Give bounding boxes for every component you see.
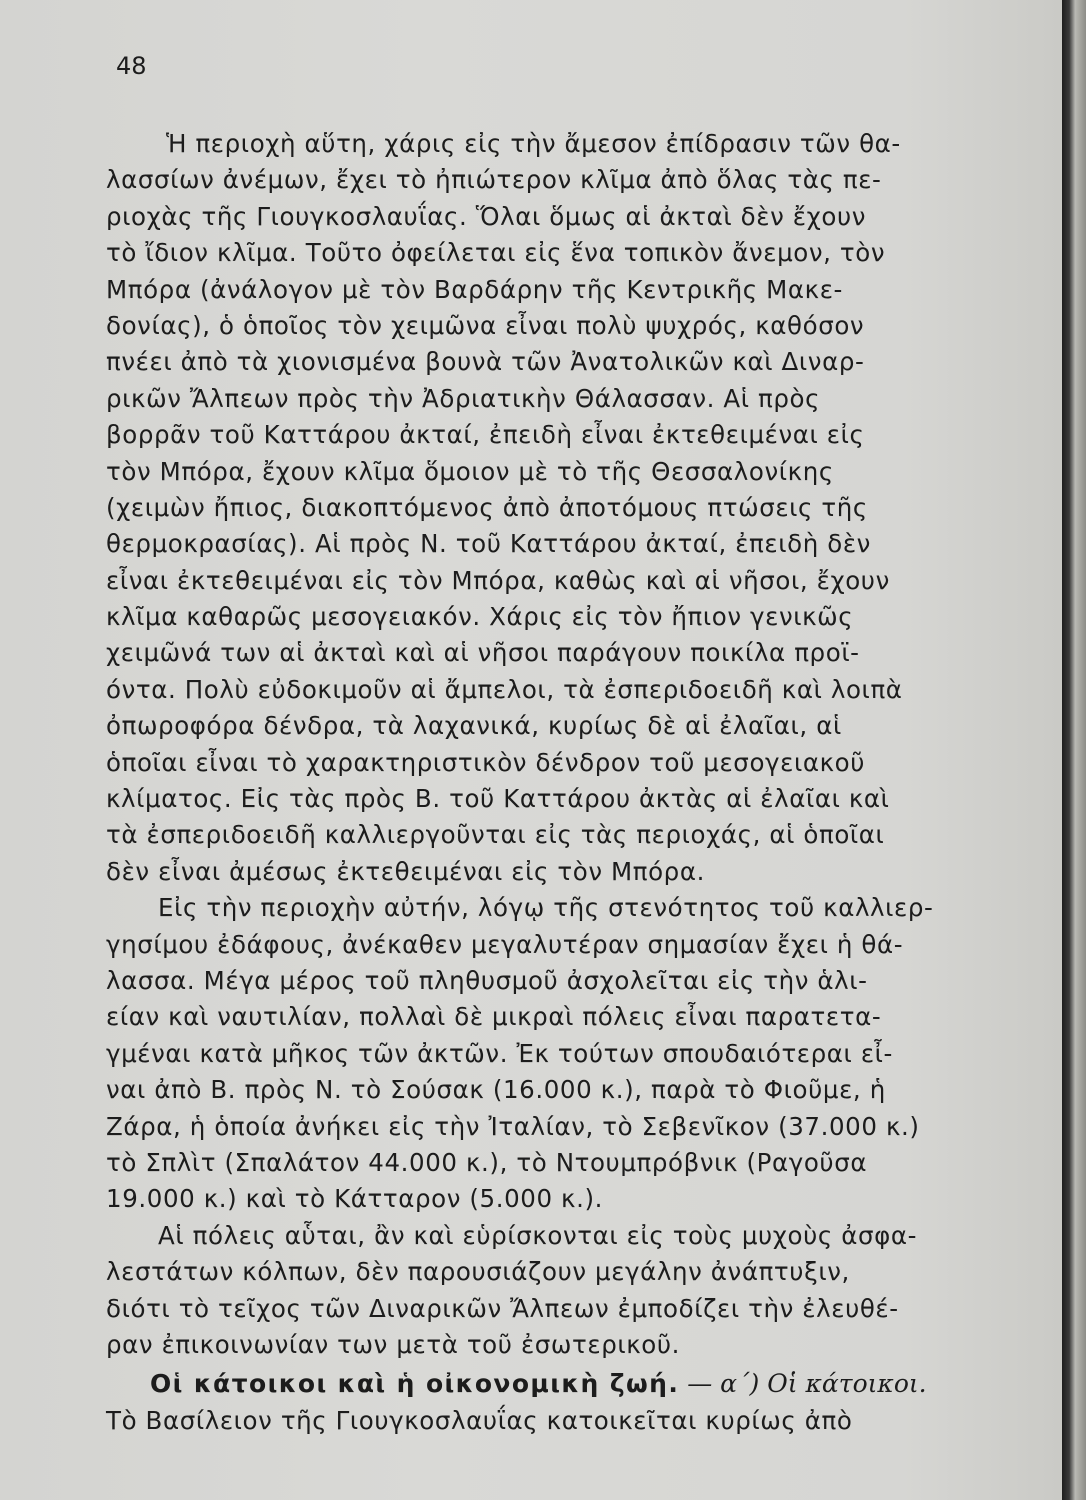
page-edge-shadow: [1062, 0, 1086, 1500]
text-line: είαν καὶ ναυτιλίαν, πολλαὶ δὲ μικραὶ πόλεις εἶναι παρατετα-: [106, 1002, 882, 1032]
text-line: Ζάρα, ἡ ὁποία ἀνήκει εἰς τὴν Ἰταλίαν, τὸ Σεβενῖκον (37.000 κ.): [106, 1111, 920, 1141]
text-line: Ἡ περιοχὴ αὕτη, χάρις εἰς τὴν ἄμεσον ἐπίδρασιν τῶν θα-: [166, 129, 901, 158]
text-line: χειμῶνά των αἱ ἀκταὶ καὶ αἱ νῆσοι παράγουν ποικίλα προϊ-: [106, 638, 860, 668]
text-line: τὸ ἴδιον κλῖμα. Τοῦτο ὀφείλεται εἰς ἕνα τοπικὸν ἄνεμον, τὸν: [106, 238, 886, 268]
text-line: Εἰς τὴν περιοχὴν αὐτήν, λόγῳ τῆς στενότητος τοῦ καλλιερ-: [158, 893, 934, 923]
text-line: θερμοκρασίας). Αἱ πρὸς Ν. τοῦ Καττάρου ἀκταί, ἐπειδὴ δὲν: [106, 529, 871, 559]
section-heading-title: Οἱ κάτοικοι καὶ ἡ οἰκονομικὴ ζωή.: [150, 1369, 680, 1399]
text-line: λασσα. Μέγα μέρος τοῦ πληθυσμοῦ ἀσχολεῖται εἰς τὴν ἁλι-: [106, 965, 868, 995]
text-line: τὰ ἐσπεριδοειδῆ καλλιεργοῦνται εἰς τὰς περιοχάς, αἱ ὁποῖαι: [106, 820, 885, 850]
text-line: πνέει ἀπὸ τὰ χιονισμένα βουνὰ τῶν Ἀνατολικῶν καὶ Διναρ-: [106, 347, 865, 377]
text-line: γμέναι κατὰ μῆκος τῶν ἀκτῶν. Ἐκ τούτων σπουδαιότεραι εἶ-: [106, 1038, 893, 1068]
text-line: γησίμου ἐδάφους, ἀνέκαθεν μεγαλυτέραν σημασίαν ἔχει ἡ θά-: [106, 929, 904, 959]
text-line: δὲν εἶναι ἀμέσως ἐκτεθειμέναι εἰς τὸν Μπόρα.: [106, 856, 705, 886]
text-line: βορρᾶν τοῦ Καττάρου ἀκταί, ἐπειδὴ εἶναι ἐκτεθειμέναι εἰς: [106, 420, 865, 450]
text-line: τὸν Μπόρα, ἔχουν κλῖμα ὅμοιον μὲ τὸ τῆς Θεσσαλονίκης: [106, 456, 834, 486]
text-line: λεστάτων κόλπων, δὲν παρουσιάζουν μεγάλην ἀνάπτυξιν,: [106, 1257, 850, 1287]
page-number: 48: [116, 52, 147, 80]
text-line: Τὸ Βασίλειον τῆς Γιουγκοσλαυΐας κατοικεῖται κυρίως ἀπὸ: [106, 1406, 853, 1436]
text-line: εἶναι ἐκτεθειμέναι εἰς τὸν Μπόρα, καθὼς καὶ αἱ νῆσοι, ἔχουν: [106, 565, 890, 595]
text-line: τὸ Σπλὶτ (Σπαλάτον 44.000 κ.), τὸ Ντουμπρόβνικ (Ραγοῦσα: [106, 1147, 868, 1177]
body-text: [106, 126, 1012, 1440]
text-line: ρικῶν Ἄλπεων πρὸς τὴν Ἀδριατικὴν Θάλασσαν. Αἱ πρὸς: [106, 383, 821, 413]
text-line: 19.000 κ.) καὶ τὸ Κάτταρον (5.000 κ.).: [106, 1184, 604, 1214]
text-line: ριοχὰς τῆς Γιουγκοσλαυΐας. Ὅλαι ὅμως αἱ ἀκταὶ δὲν ἔχουν: [106, 201, 867, 231]
text-line: κλίματος. Εἰς τὰς πρὸς Β. τοῦ Καττάρου ἀκτὰς αἱ ἐλαῖαι καὶ: [106, 784, 890, 814]
section-heading: [106, 1365, 1012, 1403]
text-line: ναι ἀπὸ Β. πρὸς Ν. τὸ Σούσακ (16.000 κ.), παρὰ τὸ Φιοῦμε, ἡ: [106, 1075, 886, 1105]
text-line: όντα. Πολὺ εὐδοκιμοῦν αἱ ἄμπελοι, τὰ ἐσπεριδοειδῆ καὶ λοιπὰ: [106, 674, 903, 704]
text-line: Μπόρα (ἀνάλογον μὲ τὸν Βαρδάρην τῆς Κεντρικῆς Μακε-: [106, 274, 843, 304]
text-line: δονίας), ὁ ὁποῖος τὸν χειμῶνα εἶναι πολὺ ψυχρός, καθόσον: [106, 310, 865, 340]
text-line: ὁποῖαι εἶναι τὸ χαρακτηριστικὸν δένδρον τοῦ μεσογειακοῦ: [106, 747, 866, 777]
text-line: λασσίων ἀνέμων, ἔχει τὸ ἠπιώτερον κλῖμα ἀπὸ ὅλας τὰς πε-: [106, 165, 882, 195]
section-heading-subtitle: — α΄) Οἱ κάτοικοι.: [687, 1369, 927, 1399]
text-line: ὀπωροφόρα δένδρα, τὰ λαχανικά, κυρίως δὲ αἱ ἐλαῖαι, αἱ: [106, 711, 842, 741]
text-line: (χειμὼν ἤπιος, διακοπτόμενος ἀπὸ ἀποτόμους πτώσεις τῆς: [106, 492, 868, 522]
text-line: κλῖμα καθαρῶς μεσογειακόν. Χάρις εἰς τὸν ἤπιον γενικῶς: [106, 602, 854, 632]
text-line: Αἱ πόλεις αὗται, ἂν καὶ εὑρίσκονται εἰς τοὺς μυχοὺς ἀσφα-: [158, 1220, 918, 1250]
text-line: διότι τὸ τεῖχος τῶν Διναρικῶν Ἄλπεων ἐμποδίζει τὴν ἐλευθέ-: [106, 1293, 899, 1323]
text-line: ραν ἐπικοινωνίαν των μετὰ τοῦ ἐσωτερικοῦ.: [106, 1329, 681, 1359]
